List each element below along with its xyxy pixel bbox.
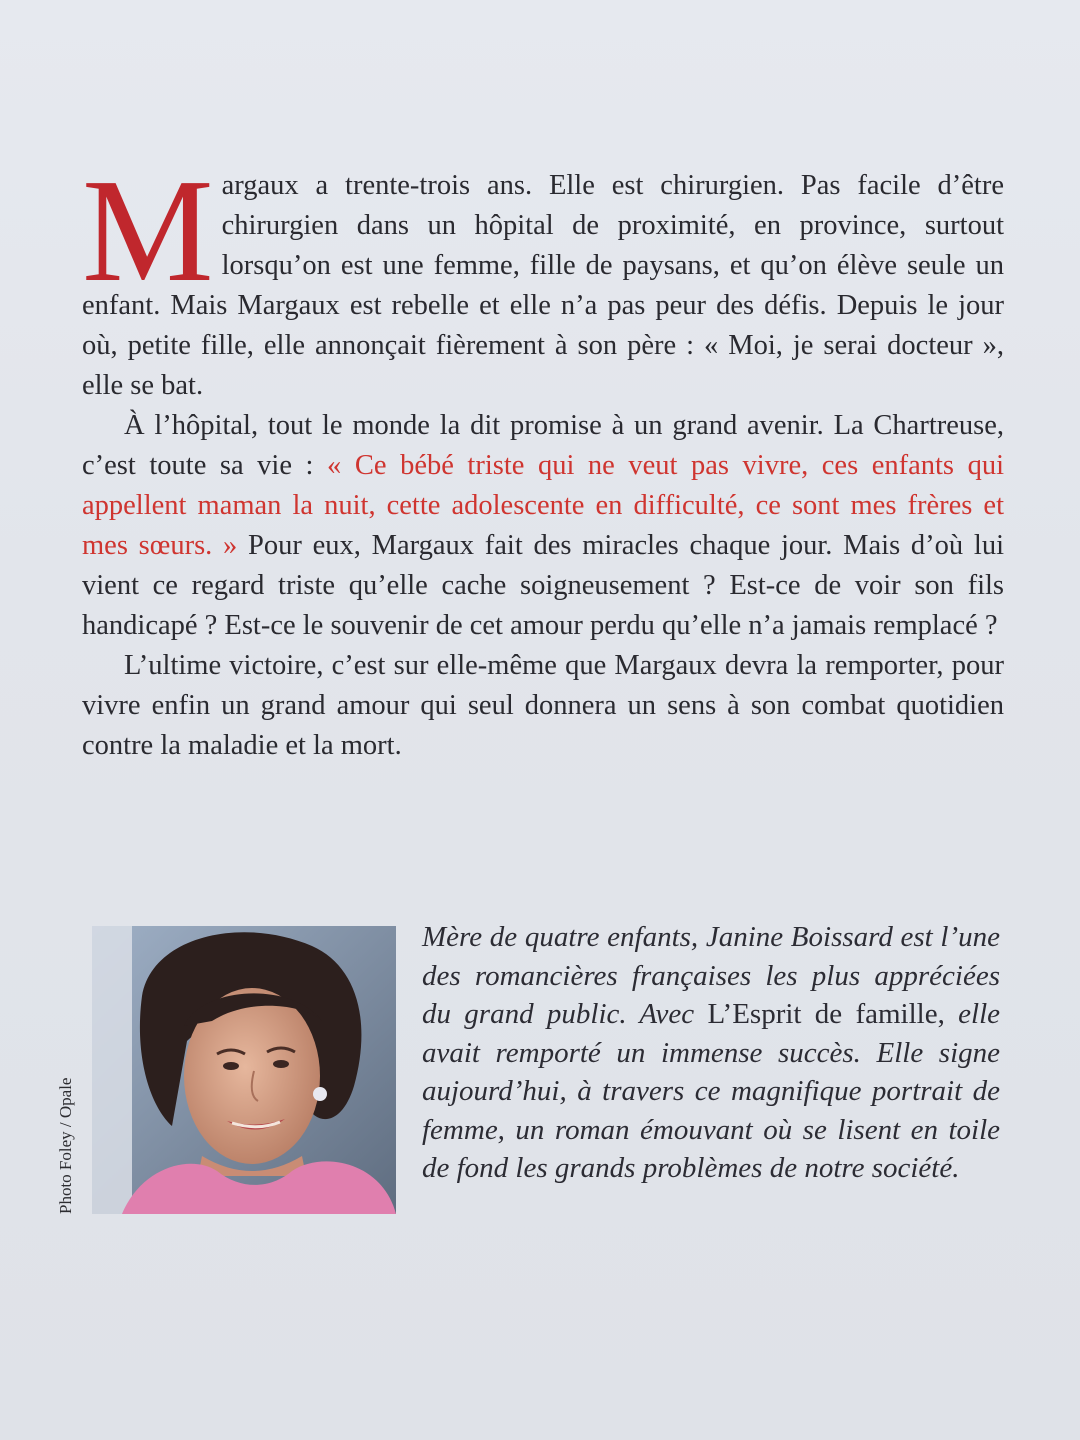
blurb-paragraph-1 bbox=[82, 149, 1004, 406]
bio-book-title: L’Esprit de famille, bbox=[707, 998, 945, 1030]
author-portrait bbox=[92, 926, 396, 1214]
back-cover-blurb bbox=[82, 149, 1004, 766]
blurb-paragraph-2-outro: Pour eux, Margaux fait des miracles chaque jour. Mais d’où lui vient ce regard triste qu’elle cache soigneusement ? Est-ce de voir son fils handicapé ? Est-ce le souvenir de cet amour perdu qu’elle n’a jamais remplacé ? bbox=[82, 530, 1004, 641]
portrait-illustration bbox=[92, 926, 396, 1214]
bio-text-2: elle avait remporté un immense succès. Elle signe aujourd’hui, à travers ce magnifique portrait de femme, un roman émouvant où se lisent en toile de fond les grands problèmes de notre société. bbox=[422, 998, 1001, 1184]
blurb-paragraph-2 bbox=[82, 406, 1004, 646]
bio-text-1: Mère de quatre enfants, Janine Boissard est l’une des romancières françaises les plus appréciées du grand public. Avec bbox=[422, 921, 1000, 1030]
drop-cap: M bbox=[82, 149, 212, 313]
blurb-quote: « Ce bébé triste qui ne veut pas vivre, ces enfants qui appellent maman la nuit, cette adolescente en difficulté, ce sont mes frères et mes sœurs. » bbox=[82, 450, 1004, 561]
blurb-paragraph-3: L’ultime victoire, c’est sur elle-même que Margaux devra la remporter, pour vivre enfin un grand amour qui seul donnera un sens à son combat quotidien contre la maladie et la mort. bbox=[82, 650, 1004, 761]
photo-credit: Photo Foley / Opale bbox=[56, 1077, 75, 1214]
blurb-paragraph-1-text: argaux a trente-trois ans. Elle est chirurgien. Pas facile d’être chirurgien dans un hôpital de proximité, en province, surtout lorsqu’on est une femme, fille de paysans, et qu’on élève seule un enfant. Mais Margaux est rebelle et elle n’a pas peur des défis. Depuis le jour où, petite fille, elle annonçait fièrement à son père : « Moi, je serai docteur », elle se bat. bbox=[82, 170, 1004, 401]
blurb-paragraph-2-intro: À l’hôpital, tout le monde la dit promise à un grand avenir. La Chartreuse, c’est toute sa vie : bbox=[82, 410, 1004, 481]
author-bio bbox=[422, 918, 1000, 1188]
